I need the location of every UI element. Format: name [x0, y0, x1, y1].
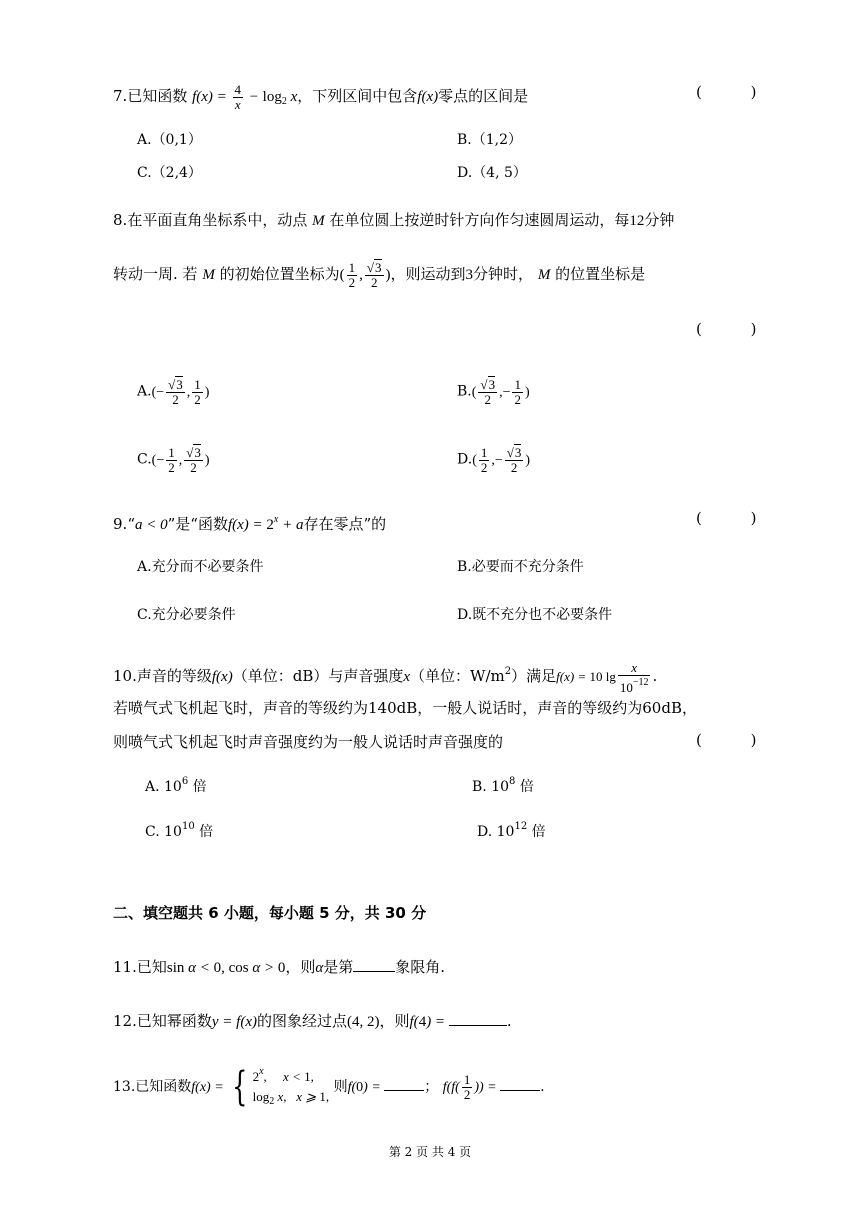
- section-2-heading: 二、填空题共 6 小题，每小题 5 分，共 30 分: [113, 904, 427, 922]
- q10-option-a[interactable]: A. $10^6$ 倍: [145, 776, 207, 795]
- question-10-line-1: 10.声音的等级f(x)（单位：dB）与声音强度x（单位：$W/m^2$）满足f(x) = 10 lg $\frac{x}{10^{-12}}$ .: [113, 660, 658, 696]
- q9-answer-bracket: ( ): [696, 509, 779, 527]
- q7-formula: f(x) = $\frac{4}{x}$ − $\log_2 x$: [192, 82, 298, 112]
- q10-answer-bracket: ( ): [696, 731, 779, 749]
- q10-option-d[interactable]: D. $10^{12}$ 倍: [477, 821, 546, 840]
- question-8-line-2: 转动一周. 若 M 的初始位置坐标为( $\frac{1}{2}$ , $\frac{√3}{2}$ )，则运动到3分钟时， M 的位置坐标是: [113, 260, 646, 290]
- question-10-line-2: 若喷气式飞机起飞时，声音的等级约为140dB，一般人说话时，声音的等级约为60dB，: [113, 699, 697, 717]
- q9-option-a[interactable]: A.充分而不必要条件: [137, 559, 264, 575]
- q12-blank[interactable]: [449, 1011, 507, 1026]
- q7-answer-bracket: ( ): [696, 83, 779, 101]
- q7-option-d[interactable]: D.（4, 5）: [457, 165, 527, 181]
- piecewise-cases: 2$^x$, x < 1, $\log_2 x$, x ⩾ 1,: [252, 1066, 330, 1107]
- q7-option-a[interactable]: A.（0,1）: [137, 132, 202, 148]
- piecewise-brace: {: [232, 1064, 248, 1110]
- q13-blank-1[interactable]: [384, 1076, 424, 1091]
- q10-option-c[interactable]: C. $10^{10}$ 倍: [145, 821, 214, 840]
- q7-option-c[interactable]: C.（2,4）: [137, 165, 202, 181]
- q8-answer-bracket: ( ): [696, 320, 779, 338]
- q13-blank-2[interactable]: [500, 1076, 540, 1091]
- question-9: 9.“a < 0”是“函数$f(x) = 2^x + a$存在零点”的: [113, 514, 387, 533]
- question-11: 11.已知sin α < 0, cos α > 0，则α是第 象限角.: [113, 958, 446, 976]
- q7-option-b[interactable]: B.（1,2）: [457, 132, 523, 148]
- q8-option-b[interactable]: B.( $\frac{√3}{2}$ ,− $\frac{1}{2}$ ): [457, 377, 530, 407]
- q11-blank[interactable]: [353, 957, 395, 972]
- question-10-line-3: 则喷气式飞机起飞时声音强度约为一般人说话时声音强度的: [113, 733, 504, 751]
- q10-option-b[interactable]: B. $10^8$ 倍: [472, 776, 534, 795]
- q8-option-c[interactable]: C.(− $\frac{1}{2}$ , $\frac{√3}{2}$ ): [137, 445, 210, 475]
- question-12: 12.已知幂函数y = f(x)的图象经过点(4, 2)，则f(4) = .: [113, 1012, 512, 1030]
- question-8-line-1: 8.在平面直角坐标系中，动点 M 在单位圆上按逆时针方向作匀速圆周运动，每12分钟: [113, 211, 675, 229]
- q8-option-d[interactable]: D.( $\frac{1}{2}$ ,− $\frac{√3}{2}$ ): [457, 445, 531, 475]
- q9-option-c[interactable]: C.充分必要条件: [137, 607, 236, 623]
- question-13: 13.已知函数f(x) = { 2$^x$, x < 1, $\log_2 x$, x ⩾ 1, 则f(0) = ； f(f( $\frac{1}{2}$ )) = .: [113, 1064, 545, 1110]
- page-footer: 第 2 页 共 4 页: [388, 1145, 472, 1159]
- q9-option-b[interactable]: B.必要而不充分条件: [457, 559, 584, 575]
- question-7: 7.已知函数 f(x) = $\frac{4}{x}$ − $\log_2 x$，下列区间中包含f(x)零点的区间是: [113, 82, 529, 112]
- q9-option-d[interactable]: D.既不充分也不必要条件: [457, 607, 613, 623]
- q8-option-a[interactable]: A.(− $\frac{√3}{2}$ , $\frac{1}{2}$ ): [137, 377, 210, 407]
